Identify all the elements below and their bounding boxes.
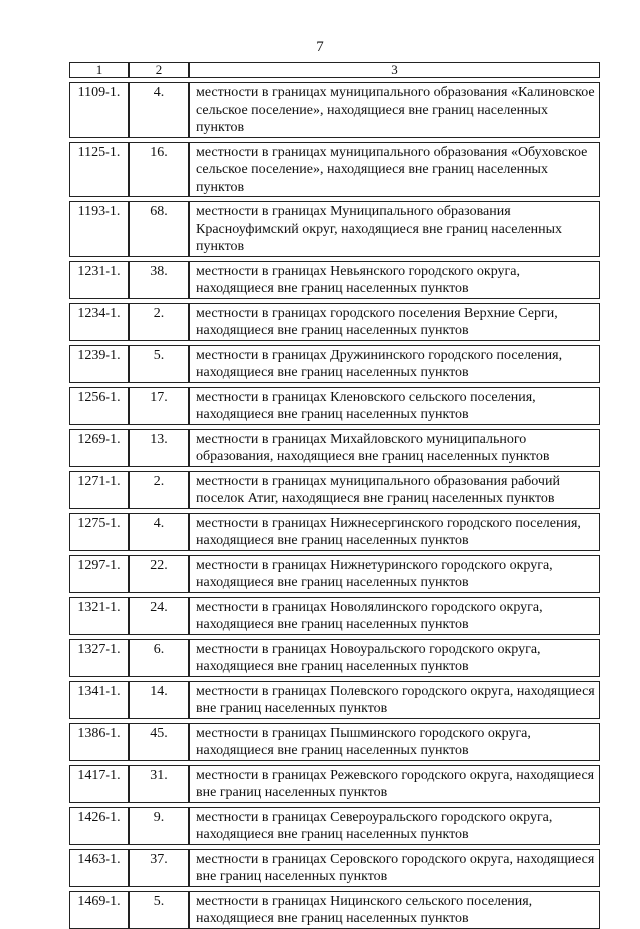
table-row <box>69 513 600 551</box>
row-code: 1386-1. <box>69 723 129 761</box>
column-header-3: 3 <box>189 62 600 78</box>
row-number: 2. <box>129 471 189 509</box>
row-number: 13. <box>129 429 189 467</box>
row-number: 38. <box>129 261 189 299</box>
table-row <box>69 639 600 677</box>
row-description: местности в границах Дружининского городского поселения, находящиеся вне границ населенных пунктов <box>189 345 600 383</box>
row-number: 5. <box>129 891 189 929</box>
row-number: 31. <box>129 765 189 803</box>
row-code: 1463-1. <box>69 849 129 887</box>
table-row <box>69 201 600 257</box>
table-row <box>69 849 600 887</box>
row-description: местности в границах Пышминского городского округа, находящиеся вне границ населенных пунктов <box>189 723 600 761</box>
row-code: 1269-1. <box>69 429 129 467</box>
row-description: местности в границах Нижнетуринского городского округа, находящиеся вне границ населенных пунктов <box>189 555 600 593</box>
row-description: местности в границах муниципального образования рабочий поселок Атиг, находящиеся вне границ населенных пунктов <box>189 471 600 509</box>
document-table <box>69 62 600 929</box>
row-code: 1469-1. <box>69 891 129 929</box>
row-code: 1234-1. <box>69 303 129 341</box>
row-number: 5. <box>129 345 189 383</box>
row-code: 1271-1. <box>69 471 129 509</box>
table-row <box>69 597 600 635</box>
row-number: 17. <box>129 387 189 425</box>
row-number: 2. <box>129 303 189 341</box>
row-description: местности в границах Режевского городского округа, находящиеся вне границ населенных пунктов <box>189 765 600 803</box>
row-code: 1297-1. <box>69 555 129 593</box>
row-description: местности в границах Невьянского городского округа, находящиеся вне границ населенных пунктов <box>189 261 600 299</box>
table-row <box>69 681 600 719</box>
table-row <box>69 765 600 803</box>
row-code: 1417-1. <box>69 765 129 803</box>
row-description: местности в границах Полевского городского округа, находящиеся вне границ населенных пунктов <box>189 681 600 719</box>
row-description: местности в границах городского поселения Верхние Серги, находящиеся вне границ населенных пунктов <box>189 303 600 341</box>
row-number: 24. <box>129 597 189 635</box>
page-number: 7 <box>316 39 324 55</box>
row-code: 1239-1. <box>69 345 129 383</box>
row-number: 68. <box>129 201 189 257</box>
row-description: местности в границах муниципального образования «Калиновское сельское поселение», находящиеся вне границ населенных пунктов <box>189 82 600 138</box>
row-code: 1256-1. <box>69 387 129 425</box>
table-row <box>69 142 600 198</box>
table-row <box>69 471 600 509</box>
row-code: 1275-1. <box>69 513 129 551</box>
column-header-2: 2 <box>129 62 189 78</box>
row-number: 45. <box>129 723 189 761</box>
row-description: местности в границах Новоуральского городского округа, находящиеся вне границ населенных пунктов <box>189 639 600 677</box>
row-description: местности в границах муниципального образования «Обуховское сельское поселение», находящиеся вне границ населенных пунктов <box>189 142 600 198</box>
column-header-1: 1 <box>69 62 129 78</box>
row-code: 1193-1. <box>69 201 129 257</box>
table-row <box>69 261 600 299</box>
row-code: 1231-1. <box>69 261 129 299</box>
table-row <box>69 429 600 467</box>
row-code: 1109-1. <box>69 82 129 138</box>
row-number: 16. <box>129 142 189 198</box>
row-description: местности в границах Серовского городского округа, находящиеся вне границ населенных пунктов <box>189 849 600 887</box>
row-code: 1321-1. <box>69 597 129 635</box>
row-number: 4. <box>129 513 189 551</box>
row-description: местности в границах Муниципального образования Красноуфимский округ, находящиеся вне границ населенных пунктов <box>189 201 600 257</box>
row-code: 1327-1. <box>69 639 129 677</box>
row-description: местности в границах Нижнесергинского городского поселения, находящиеся вне границ населенных пунктов <box>189 513 600 551</box>
row-code: 1341-1. <box>69 681 129 719</box>
table-row <box>69 555 600 593</box>
row-code: 1426-1. <box>69 807 129 845</box>
table-row <box>69 345 600 383</box>
row-number: 9. <box>129 807 189 845</box>
table-row <box>69 82 600 138</box>
row-code: 1125-1. <box>69 142 129 198</box>
row-description: местности в границах Михайловского муниципального образования, находящиеся вне границ населенных пунктов <box>189 429 600 467</box>
row-number: 22. <box>129 555 189 593</box>
table-row <box>69 723 600 761</box>
row-number: 4. <box>129 82 189 138</box>
row-description: местности в границах Кленовского сельского поселения, находящиеся вне границ населенных пунктов <box>189 387 600 425</box>
row-number: 6. <box>129 639 189 677</box>
table-row <box>69 891 600 929</box>
table-row <box>69 807 600 845</box>
table-header-row <box>69 62 600 78</box>
table-row <box>69 387 600 425</box>
row-number: 14. <box>129 681 189 719</box>
table-row <box>69 303 600 341</box>
row-description: местности в границах Ницинского сельского поселения, находящиеся вне границ населенных пунктов <box>189 891 600 929</box>
row-number: 37. <box>129 849 189 887</box>
row-description: местности в границах Североуральского городского округа, находящиеся вне границ населенных пунктов <box>189 807 600 845</box>
row-description: местности в границах Новолялинского городского округа, находящиеся вне границ населенных пунктов <box>189 597 600 635</box>
